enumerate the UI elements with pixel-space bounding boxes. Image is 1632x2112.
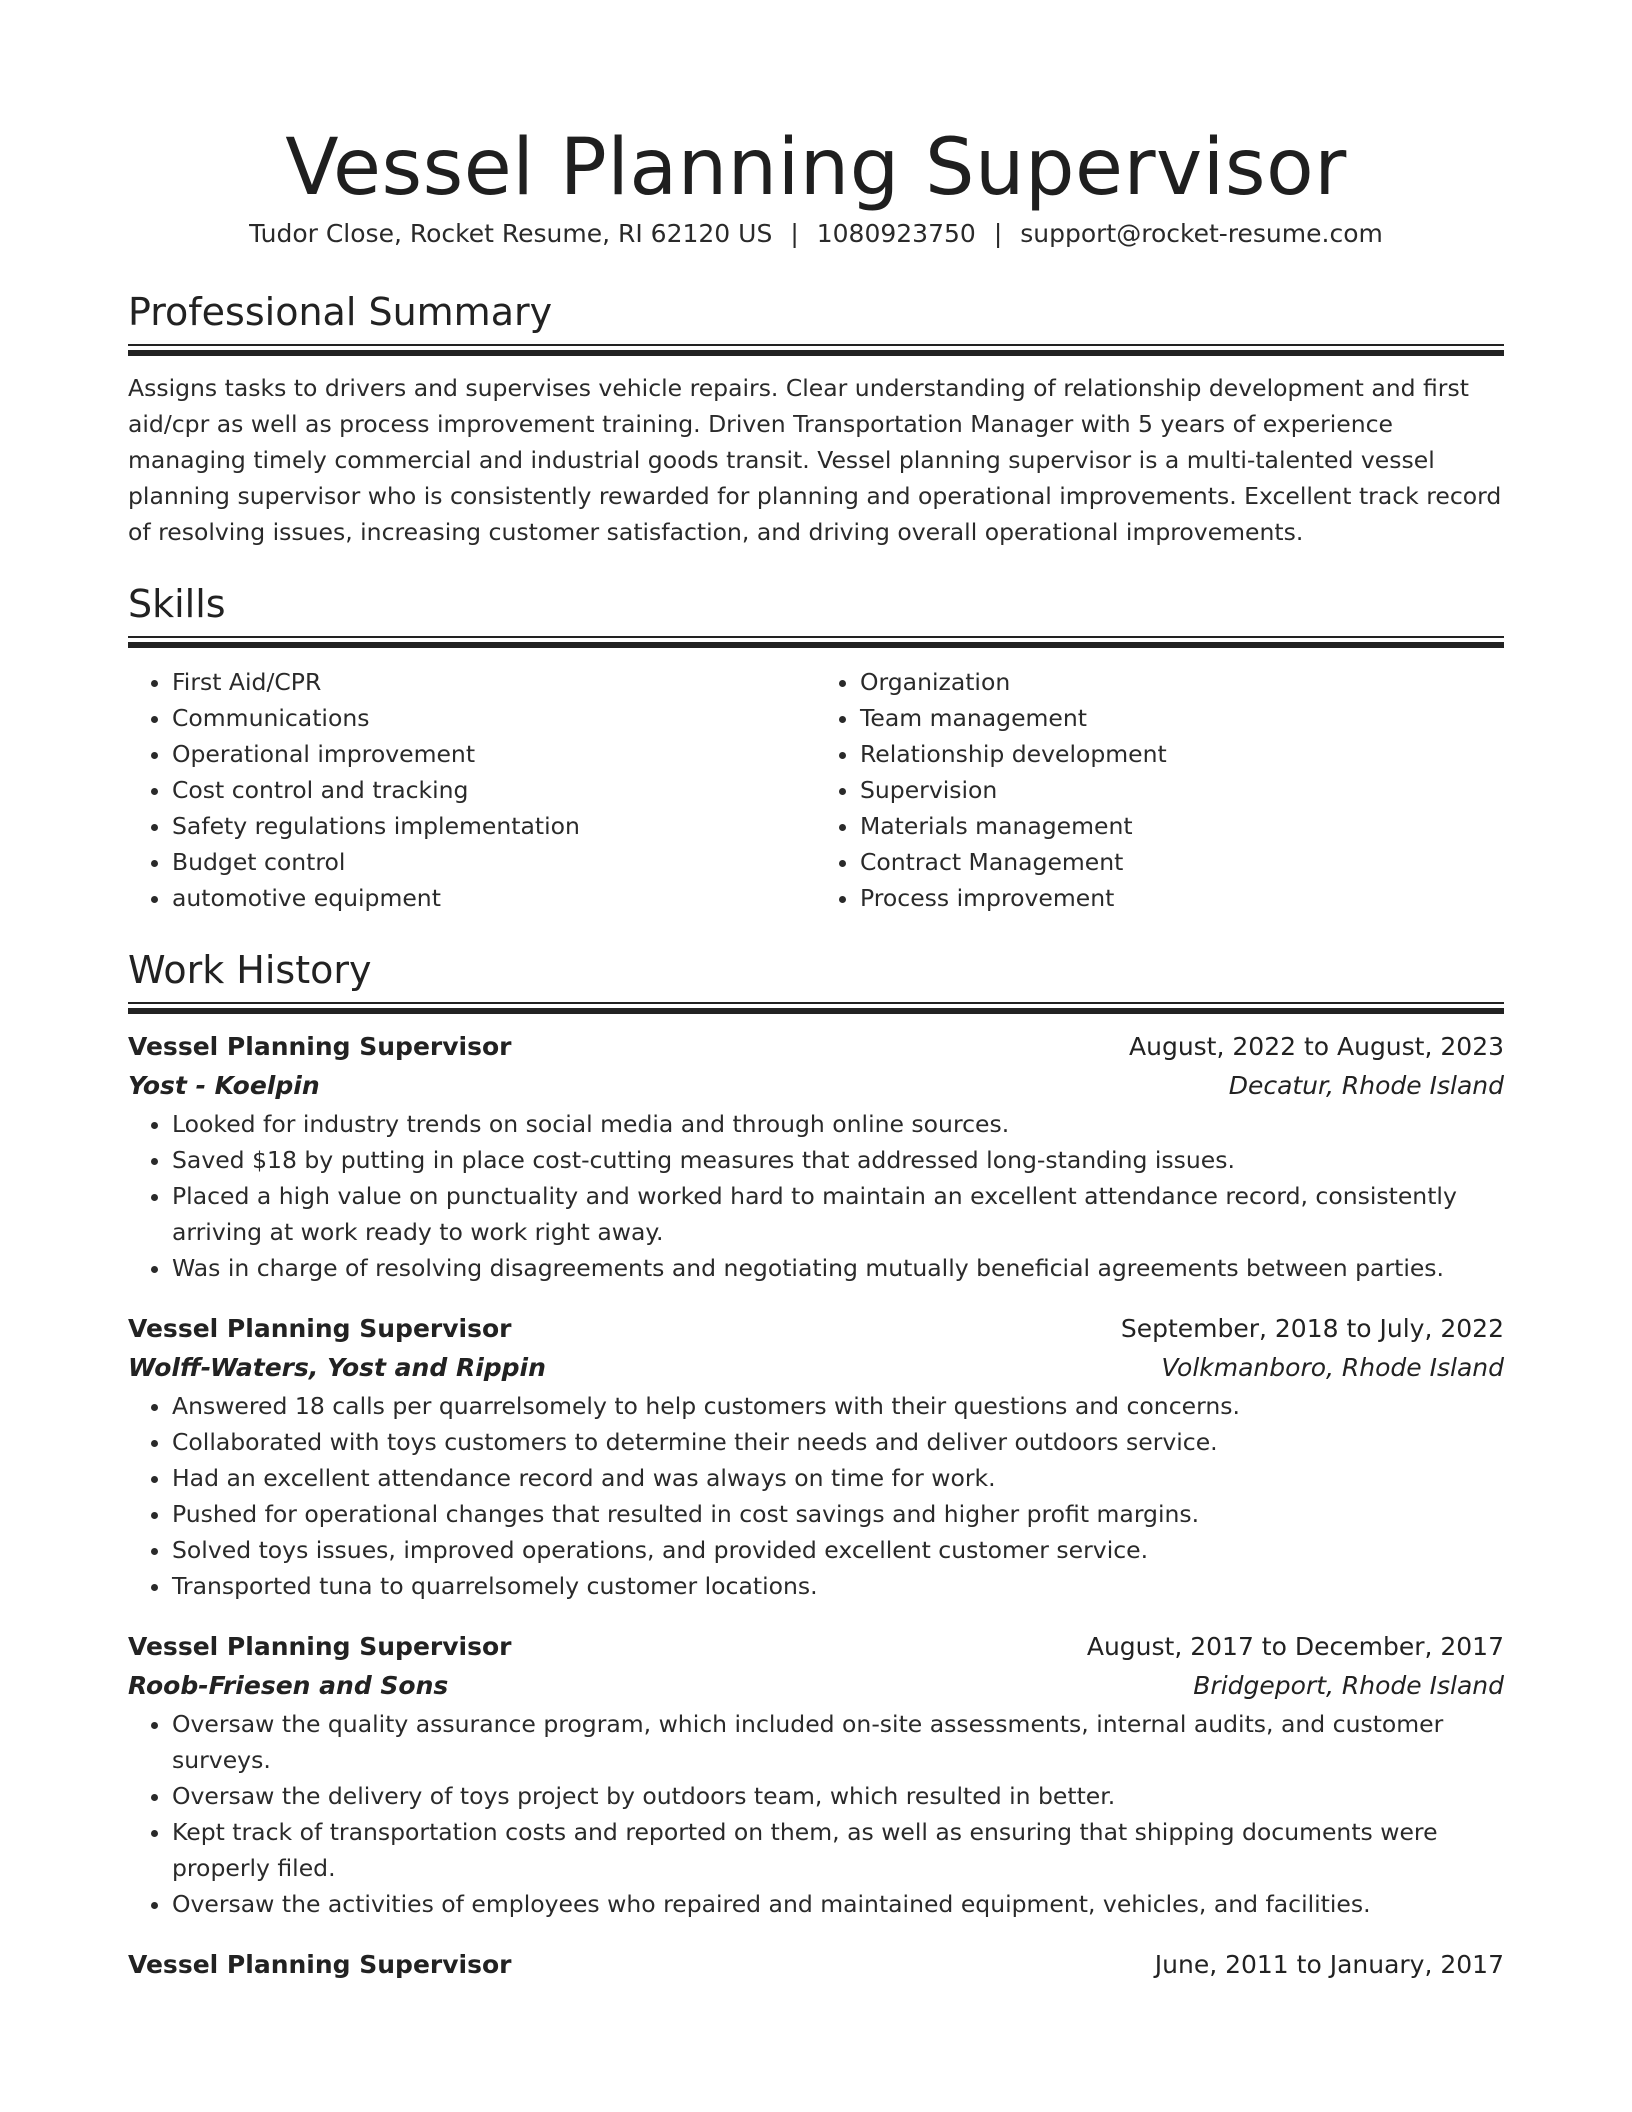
job-dates: September, 2018 to July, 2022 [1120,1314,1504,1343]
skill-item: • First Aid/CPR [172,664,816,700]
summary-heading: Professional Summary [128,290,553,334]
skill-item: • automotive equipment [172,880,816,916]
job-bullet: • Transported tuna to quarrelsomely customer locations. [172,1568,1504,1604]
skills-heading: Skills [128,582,226,626]
summary-section [128,288,1504,550]
skill-item: • Relationship development [860,736,1504,772]
skills-section [128,580,1504,916]
job-company-row [128,1666,1504,1706]
job-bullet: • Oversaw the activities of employees who repaired and maintained equipment, vehicles, and facilities. [172,1886,1504,1922]
job-company: Wolff-Waters, Yost and Rippin [128,1353,546,1382]
job-header-row [128,1028,1504,1066]
job-bullet: • Was in charge of resolving disagreements and negotiating mutually beneficial agreements between parties. [172,1250,1504,1286]
job-bullet: • Looked for industry trends on social media and through online sources. [172,1106,1504,1142]
skill-item: • Operational improvement [172,736,816,772]
job-bullet: • Pushed for operational changes that resulted in cost savings and higher profit margins. [172,1496,1504,1532]
job-entry [128,1028,1504,1286]
job-bullet: • Collaborated with toys customers to determine their needs and deliver outdoors service. [172,1424,1504,1460]
contact-email: support@rocket-resume.com [1020,219,1383,248]
skill-item: • Materials management [860,808,1504,844]
job-header-row [128,1946,1504,1984]
contact-phone: 1080923750 [816,219,976,248]
skills-columns [128,664,1504,916]
job-bullet: • Solved toys issues, improved operations, and provided excellent customer service. [172,1532,1504,1568]
skill-item: • Organization [860,664,1504,700]
job-bullet-list [128,1106,1504,1286]
job-company-row [128,1066,1504,1106]
summary-text: Assigns tasks to drivers and supervises vehicle repairs. Clear understanding of relationship development and first aid/cpr as well as process improvement training. Driven Transportation Manager with 5 years of experience managing timely commercial and industrial goods transit. Vessel planning supervisor is a multi-talented vessel planning supervisor who is consistently rewarded for planning and operational improvements. Excellent track record of resolving issues, increasing customer satisfaction, and driving overall operational improvements. [128,374,1502,546]
contact-line [128,218,1504,250]
skill-item: • Cost control and tracking [172,772,816,808]
skill-item: • Team management [860,700,1504,736]
section-divider [128,1002,1504,1014]
job-entry [128,1310,1504,1604]
section-divider [128,344,1504,356]
job-company-row [128,1348,1504,1388]
resume-page [128,0,1504,1984]
job-location: Bridgeport, Rhode Island [1193,1671,1504,1700]
contact-separator: | [993,219,1003,248]
job-location: Decatur, Rhode Island [1228,1071,1504,1100]
job-title: Vessel Planning Supervisor [128,1950,512,1979]
skill-item: • Contract Management [860,844,1504,880]
job-bullet: • Saved $18 by putting in place cost-cutting measures that addressed long-standing issues. [172,1142,1504,1178]
job-bullet: • Oversaw the delivery of toys project by outdoors team, which resulted in better. [172,1778,1504,1814]
job-location: Volkmanboro, Rhode Island [1161,1353,1504,1382]
job-company: Yost - Koelpin [128,1071,320,1100]
job-dates: August, 2017 to December, 2017 [1086,1632,1504,1661]
section-divider [128,636,1504,648]
skill-item: • Safety regulations implementation [172,808,816,844]
skill-item: • Process improvement [860,880,1504,916]
job-bullet: • Oversaw the quality assurance program, which included on-site assessments, internal audits, and customer surveys. [172,1706,1504,1778]
job-company: Roob-Friesen and Sons [128,1671,449,1700]
job-bullet-list [128,1706,1504,1922]
contact-separator: | [790,219,799,248]
work-history-section [128,946,1504,1984]
job-bullet: • Placed a high value on punctuality and worked hard to maintain an excellent attendance record, consistently arriving at work ready to work right away. [172,1178,1504,1250]
resume-name: Vessel Planning Supervisor [285,123,1347,213]
job-title: Vessel Planning Supervisor [128,1032,512,1061]
skill-item: • Supervision [860,772,1504,808]
job-bullet: • Answered 18 calls per quarrelsomely to help customers with their questions and concerns. [172,1388,1504,1424]
job-title: Vessel Planning Supervisor [128,1314,512,1343]
work-history-heading: Work History [128,948,372,992]
job-title: Vessel Planning Supervisor [128,1632,512,1661]
contact-address: Tudor Close, Rocket Resume, RI 62120 US [249,219,773,248]
job-bullet: • Had an excellent attendance record and was always on time for work. [172,1460,1504,1496]
job-entry [128,1946,1504,1984]
skill-item: • Communications [172,700,816,736]
skills-list-right [816,664,1504,916]
job-bullet: • Kept track of transportation costs and reported on them, as well as ensuring that shipping documents were properly filed. [172,1814,1504,1886]
job-bullet-list [128,1388,1504,1604]
job-header-row [128,1628,1504,1666]
job-entry [128,1628,1504,1922]
skill-item: • Budget control [172,844,816,880]
skills-list-left [128,664,816,916]
job-dates: June, 2011 to January, 2017 [1154,1950,1504,1979]
job-dates: August, 2022 to August, 2023 [1129,1032,1504,1061]
job-header-row [128,1310,1504,1348]
